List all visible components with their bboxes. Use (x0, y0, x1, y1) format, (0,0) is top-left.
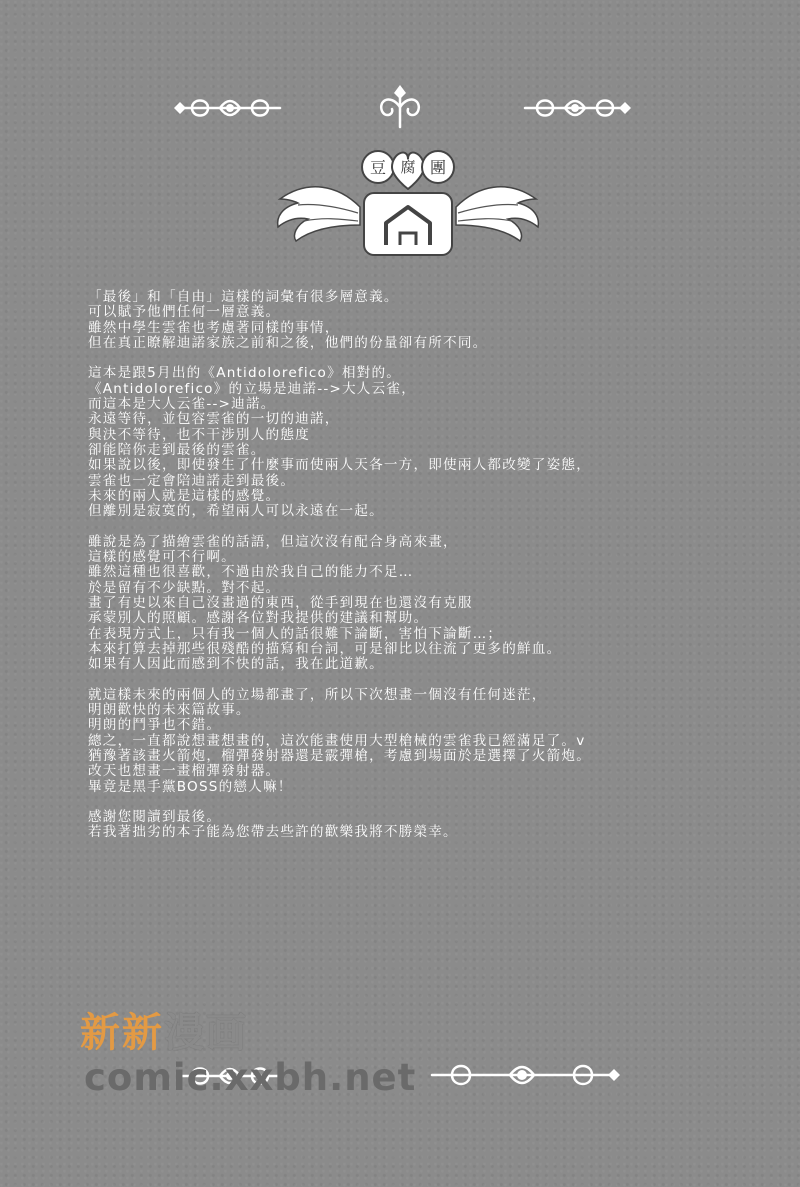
watermark-brand-part1: 新新 (80, 1010, 164, 1056)
text-line: 雖然中學生雲雀也考慮著同樣的事情， (88, 319, 340, 336)
paragraph-gap (88, 672, 748, 687)
flourish-icon (515, 92, 635, 124)
logo-icon (268, 145, 548, 260)
text-line: 《Antidolorefico》的立場是迪諾-->大人云雀， (88, 380, 416, 397)
paragraph-gap (88, 795, 748, 810)
text-line: 如果說以後，即使發生了什麼事而使兩人天各一方，即使兩人都改變了姿態， (88, 457, 591, 474)
logo-char-3: 團 (429, 158, 447, 177)
watermark-brand (80, 1010, 416, 1056)
text-line: 畢竟是黑手黨BOSS的戀人嘛！ (88, 778, 293, 795)
logo-char-1: 豆 (369, 158, 387, 177)
watermark-url: comic.xxbh.net (84, 1056, 417, 1099)
text-line: 猶豫著該畫火箭炮，榴彈發射器還是霰彈槍，考慮到場面於是選擇了火箭炮。 (88, 747, 591, 764)
text-line: 畫了有史以來自己沒畫過的東西，從手到現在也還沒有克服 (88, 594, 473, 611)
text-line: 若我著拙劣的本子能為您帶去些許的歡樂我將不勝榮幸。 (88, 824, 458, 841)
site-watermark (80, 1010, 416, 1100)
paragraph-gap (88, 519, 748, 534)
ornament-top-right (515, 92, 635, 124)
text-line: 在表現方式上，只有我一個人的話很難下論斷，害怕下論斷…； (88, 625, 503, 642)
flourish-icon (170, 92, 290, 124)
text-line: 總之，一直都說想畫想畫的，這次能畫使用大型槍械的雲雀我已經滿足了。v (88, 732, 586, 749)
text-line: 如果有人因此而感到不快的話，我在此道歉。 (88, 656, 384, 673)
text-line: 可以賦予他們任何一層意義。 (88, 304, 281, 321)
watermark-brand-part2: 漫画 (164, 1010, 248, 1056)
text-line: 改天也想畫一畫榴彈發射器。 (88, 763, 281, 780)
text-line: 於是留有不少缺點。對不起。 (88, 579, 281, 596)
text-line: 就這樣未來的兩個人的立場都畫了，所以下次想畫一個沒有任何迷茫， (88, 686, 547, 703)
text-line: 而這本是大人云雀-->迪諾。 (88, 396, 276, 413)
text-line: 雖然這種也很喜歡，不過由於我自己的能力不足… (88, 564, 414, 581)
fleur-icon (372, 85, 428, 131)
text-line: 這樣的感覺可不行啊。 (88, 549, 236, 566)
text-line: 未來的兩人就是這樣的感覺。 (88, 487, 281, 504)
winged-house-logo (268, 145, 548, 260)
text-line: 雲雀也一定會陪迪諾走到最後。 (88, 472, 296, 489)
flourish-icon (422, 1055, 622, 1095)
text-line: 卻能陪你走到最後的雲雀。 (88, 441, 266, 458)
logo-char-2: 腐 (400, 158, 416, 176)
ornament-top-center (372, 85, 428, 131)
text-line: 「最後」和「自由」這樣的詞彙有很多層意義。 (88, 289, 399, 305)
afterword-text (88, 290, 748, 841)
text-line: 雖說是為了描繪雲雀的話語，但這次沒有配合身高來畫， (88, 533, 458, 550)
text-line: 但在真正瞭解迪諾家族之前和之後，他們的份量卻有所不同。 (88, 334, 488, 351)
text-line: 感謝您閱讀到最後。 (88, 809, 222, 826)
ornament-bottom-right (422, 1055, 622, 1095)
ornament-top-left (170, 92, 290, 124)
text-line: 這本是跟5月出的《Antidolorefico》相對的。 (88, 365, 402, 382)
text-line: 本來打算去掉那些很殘酷的描寫和台詞，可是卻比以往流了更多的鮮血。 (88, 640, 562, 657)
text-line: 明朗的鬥爭也不錯。 (88, 717, 222, 734)
text-line: 但離別是寂寞的，希望兩人可以永遠在一起。 (88, 503, 384, 520)
text-line: 明朗歡快的未來篇故事。 (88, 702, 251, 719)
text-line: 與決不等待，也不干涉別人的態度 (88, 426, 310, 443)
text-line: 永遠等待，並包容雲雀的一切的迪諾， (88, 411, 340, 428)
text-line: 承蒙別人的照顧。感謝各位對我提供的建議和幫助。 (88, 610, 429, 627)
